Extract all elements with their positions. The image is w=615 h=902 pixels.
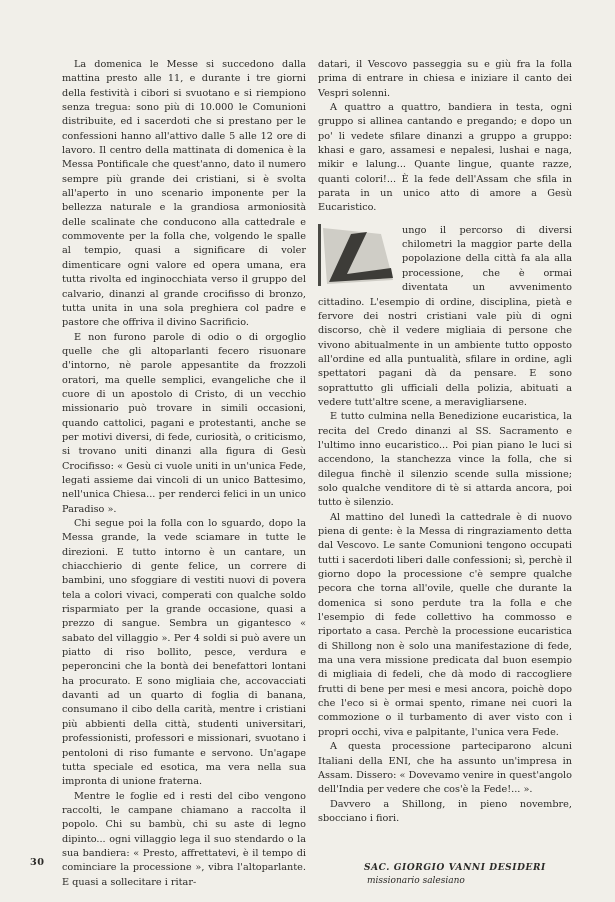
paragraph: Al mattino del lunedì la cattedrale è di nuovo piena di gente: è la Messa di ringraziamento detta dal Vescovo. Le sante Comunioni tengono occupati tutti i sacerdoti liberi dalle confessioni; sì, perchè il giorno dopo la processione c'è sempre qualche pecora che torna all'ovile, quelle che durante la domenica si sono perdute tra la folla e che l'esempio di fede collettivo ha commosso e riportato a casa. Perchè la processione eucaristica di Shillong non è solo una manifestazione di fede, ma una vera missione predicata dal buon esempio di migliaia di fedeli, che dà modo di raccogliere frutti di bene per mesi e mesi ancora, poichè dopo che l'eco si è ormai spento, rimane nei cuori la commozione o il turbamento di aver visto con i propri occhi, viva e palpitante, l'unica vera Fede.: [318, 511, 572, 738]
author-signature: [364, 862, 574, 888]
drop-cap-graphic: [321, 224, 396, 286]
author-name: SAC. GIORGIO VANNI DESIDERI: [364, 863, 546, 873]
paragraph: ungo il percorso di diversi chilometri la maggior parte della popolazione della città fa ala alla processione, che è ormai diventata un avvenimento cittadino. L'esempio di ordine, disciplina, pietà e fervore dei nostri cristiani vale più di ogni discorso, chè il vedere migliaia di persone che vivono abitualmente in un ambiente tutto opposto all'ordine ed alla puntualità, sfilare in ordine, agli spettatori pagani dà da pensare. E sono soprattutto gli ufficiali della polizia, abituati a vedere tutt'altre scene, a meravigliarsene.: [318, 224, 572, 408]
paragraph: Chi segue poi la folla con lo sguardo, dopo la Messa grande, la vede sciamare in tutte le direzioni. E tutto intorno è un cantare, un chiacchierio di gente felice, un correre di bambini, uno sfoggiare di vestiti nuovi di povera tela a colori vivaci, comperati con qualche soldo risparmiato per la grande occasione, quasi a prezzo di sangue. Sembra un gigantesco « sabato del villaggio ». Per 4 soldi si può avere un piatto di riso bollito, pesce, verdura e peperoncini che la bontà dei benefattori lontani ha procurato. E sono migliaia che, accovacciati davanti ad un quarto di foglia di banana, consumano il cibo della carità, mentre i cristiani più abbienti della città, studenti universitari, professionisti, professori e missionari, svuotano i pentoloni di riso fumante e servono. Un'agape tutta speciale ed esotica, ma vera nella sua impronta di unione fraterna.: [62, 518, 306, 788]
right-column: [318, 58, 572, 826]
paragraph: Mentre le foglie ed i resti del cibo vengono raccolti, le campane chiamano a raccolta il popolo. Chi su bambù, chi su aste di legno dipinto... ogni villaggio lega il suo stendardo o la sua bandiera: « Presto, affrettatevi, è il tempo di cominciare la processione », vibra l'altoparlante. E quasi a sollecitare i ritar-: [62, 790, 306, 888]
paragraph: A quattro a quattro, bandiera in testa, ogni gruppo si allinea cantando e pregando; e dopo un po' li vedete sfilare dinanzi a gruppo a gruppo: khasi e garo, assamesi e nepalesi, lushai e naga, mikir e lalung... Quante lingue, quante razze, quanti colori!... È la fede dell'Assam che sfila in parata in un unico atto di amore a Gesù Eucaristico.: [318, 102, 572, 214]
author-role: missionario salesiano: [367, 876, 465, 886]
paragraph: Davvero a Shillong, in pieno novembre, sbocciano i fiori.: [318, 798, 572, 824]
left-column: [62, 58, 306, 890]
paragraph: A questa processione parteciparono alcuni Italiani della ENI, che ha assunto un'impresa in Assam. Dissero: « Dovevamo venire in quest'angolo dell'India per vedere che cos'è la Fede!... ».: [318, 741, 572, 796]
paragraph: La domenica le Messe si succedono dalla mattina presto alle 11, e durante i tre giorni della festività i cibori si svuotano e si riempiono senza tregua: sono più di 10.000 le Comunioni distribuite, ed i sacerdoti che si prestano per le confessioni hanno all'attivo dalle 5 alle 12 ore di lavoro. Il centro della mattinata di domenica è la Messa Pontificale che quest'anno, dato il numero sempre più grande dei cristiani, si è svolta all'aperto in uno scenario imponente per la bellezza naturale e la grandiosa armoniosità delle scalinate che conducono alla cattedrale e commovente per la folla che, volgendo le spalle al tempio, quasi a significare di voler dimenticare ogni valore ed opera umana, era tutta rivolta ed inginocchiata verso il gruppo del calvario, dinanzi al grande crocifisso di bronzo, tutta unita in una sola preghiera col padre e pastore che offriva il divino Sacrificio.: [62, 59, 306, 329]
paragraph: E tutto culmina nella Benedizione eucaristica, la recita del Credo dinanzi al SS. Sacramento e l'ultimo inno eucaristico... Poi pian piano le luci si accendono, la stanchezza vince la folla, che si dilegua finchè il silenzio scende sulla missione; solo qualche venditore di tè si attarda ancora, poi tutto è silenzio.: [318, 411, 572, 509]
paragraph: datari, il Vescovo passeggia su e giù fra la folla prima di entrare in chiesa e iniziare il canto dei Vespri solenni.: [318, 59, 572, 99]
page-number: 30: [30, 857, 45, 868]
drop-cap-illustration: [318, 224, 396, 286]
paragraph: E non furono parole di odio o di orgoglio quelle che gli altoparlanti fecero risuonare d'intorno, nè parole appesantite da frozzoli oratori, ma quelle semplici, evangeliche che il cuore di un apostolo di Cristo, di un vecchio missionario può trovare in simili occasioni, quando cattolici, pagani e protestanti, anche se per motivi diversi, di fede, curiosità, o criticismo, si trovano uniti dinanzi alla figura di Gesù Crocifisso: « Gesù ci vuole uniti in un'unica Fede, legati assieme dai vincoli di un unico Battesimo, nell'unica Chiesa... per renderci felici in un unico Paradiso ».: [62, 331, 306, 515]
